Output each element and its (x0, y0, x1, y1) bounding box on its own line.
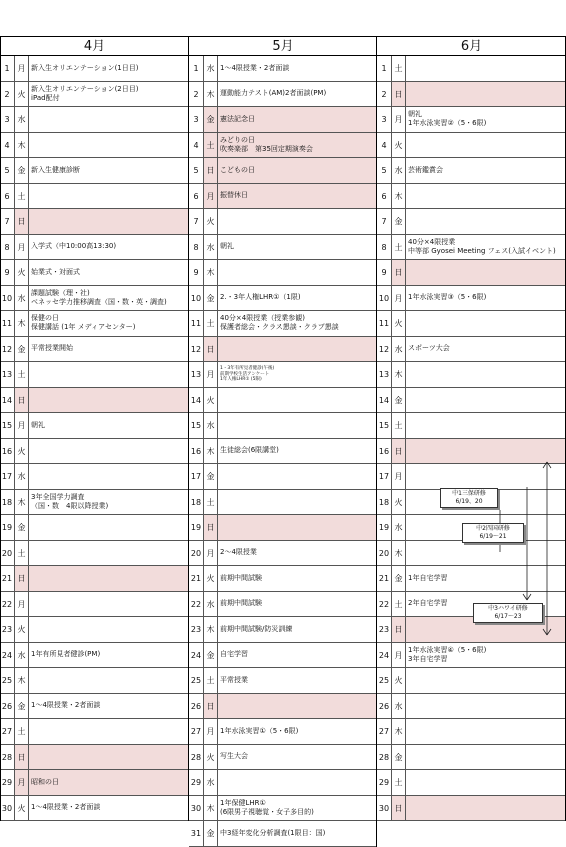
weekday: 日 (15, 209, 29, 234)
day-number: 20 (0, 541, 15, 566)
weekday: 火 (15, 82, 29, 107)
day-number: 25 (189, 668, 204, 693)
day-number: 10 (189, 286, 204, 311)
weekday: 水 (204, 413, 218, 438)
event-text: 1～4限授業・2者面談 (220, 63, 290, 72)
day-number: 29 (189, 770, 204, 795)
event-text: 平常授業 (220, 675, 248, 684)
weekday: 金 (204, 286, 218, 311)
event-text: こどもの日 (220, 165, 255, 174)
day-number: 3 (377, 107, 392, 132)
weekday: 木 (204, 439, 218, 464)
event-text: 前期中間試験 (220, 599, 262, 608)
arrow-head (547, 462, 551, 468)
weekday: 日 (392, 617, 406, 642)
day-number: 27 (189, 719, 204, 744)
day-number: 6 (377, 184, 392, 209)
event-text: 保護者総会・クラス懇談・クラブ懇談 (220, 323, 339, 332)
event-text: 写生大会 (220, 752, 248, 761)
day-number: 12 (189, 337, 204, 362)
weekday: 日 (392, 439, 406, 464)
day-number: 9 (189, 260, 204, 285)
day-number: 18 (377, 490, 392, 515)
event-text: 1年水泳実習④（5・6限) (408, 645, 487, 654)
day-number: 14 (377, 388, 392, 413)
trip-dates: 6/17～23 (494, 613, 522, 620)
weekday: 月 (392, 464, 406, 489)
event-text: 振替休日 (220, 191, 248, 200)
day-number: 3 (0, 107, 15, 132)
day-number: 23 (189, 617, 204, 642)
day-number: 31 (189, 821, 204, 846)
event-text: 入学式（中10:00高13:30) (31, 242, 117, 251)
weekday: 日 (15, 566, 29, 591)
day-number: 21 (377, 566, 392, 591)
event-text: 朝礼 (220, 242, 234, 251)
trip-dates: 6/19～21 (479, 533, 507, 540)
event-text: 1・3年有所見者健診(午後) (220, 366, 275, 371)
event-text: 新入生オリエンテーション(1日目) (31, 63, 139, 72)
day-number: 24 (189, 643, 204, 668)
day-number: 22 (0, 592, 15, 617)
weekday: 火 (392, 133, 406, 158)
day-number: 30 (0, 796, 15, 821)
arrow-head (543, 629, 547, 635)
day-number: 27 (0, 719, 15, 744)
event-text: 前期学校生活アンケート (220, 371, 270, 377)
trip-name: 中3ハワイ研修 (488, 605, 528, 612)
weekday: 月 (204, 362, 218, 387)
day-number: 29 (0, 770, 15, 795)
day-number: 12 (0, 337, 15, 362)
weekday: 金 (392, 209, 406, 234)
event-text: 1年有所見者健診(PM) (31, 650, 101, 659)
event-text: ベネッセ学力推移調査（国・数・英・調査) (31, 297, 167, 306)
event-text: 2年自宅学習 (408, 599, 448, 608)
day-number: 22 (377, 592, 392, 617)
weekday: 木 (15, 668, 29, 693)
day-number: 7 (0, 209, 15, 234)
weekday: 月 (392, 286, 406, 311)
weekday: 木 (392, 541, 406, 566)
weekday: 木 (15, 311, 29, 336)
weekday: 水 (204, 235, 218, 260)
weekday: 土 (15, 362, 29, 387)
month-header: 6月 (377, 36, 566, 56)
weekday: 土 (15, 719, 29, 744)
day-number: 20 (189, 541, 204, 566)
day-number: 15 (0, 413, 15, 438)
day-number: 25 (0, 668, 15, 693)
weekday: 日 (204, 337, 218, 362)
event-text: 1～4限授業・2者面談 (31, 701, 101, 710)
weekday: 金 (204, 107, 218, 132)
weekday: 土 (392, 56, 406, 81)
weekday: 金 (15, 515, 29, 540)
weekday: 火 (15, 617, 29, 642)
weekday: 金 (204, 821, 218, 846)
event-text: 朝礼 (31, 420, 45, 429)
day-number: 13 (377, 362, 392, 387)
weekday: 水 (204, 56, 218, 81)
weekday: 水 (204, 592, 218, 617)
weekday: 土 (15, 541, 29, 566)
event-text: 平常授業開始 (31, 344, 73, 353)
day-number: 15 (189, 413, 204, 438)
event-text: 前期中間試験/防災訓練 (220, 624, 293, 633)
weekday: 土 (204, 490, 218, 515)
weekday: 木 (204, 82, 218, 107)
day-number: 7 (189, 209, 204, 234)
event-text: 2.・3年人権LHR①（1限) (220, 293, 301, 302)
weekday: 日 (392, 260, 406, 285)
weekday: 木 (392, 184, 406, 209)
event-text: 憲法記念日 (220, 114, 255, 123)
day-number: 25 (377, 668, 392, 693)
trip-label (462, 523, 524, 543)
day-number: 2 (189, 82, 204, 107)
weekday: 水 (204, 770, 218, 795)
day-number: 23 (0, 617, 15, 642)
day-number: 8 (0, 235, 15, 260)
weekday: 木 (15, 490, 29, 515)
weekday: 木 (204, 260, 218, 285)
weekday: 木 (204, 617, 218, 642)
day-number: 24 (377, 643, 392, 668)
weekday: 月 (15, 413, 29, 438)
day-number: 2 (0, 82, 15, 107)
day-number: 20 (377, 541, 392, 566)
day-number: 2 (377, 82, 392, 107)
day-number: 21 (0, 566, 15, 591)
day-number: 18 (189, 490, 204, 515)
weekday: 日 (204, 158, 218, 183)
event-text: 3年全国学力調査 (31, 492, 85, 501)
weekday: 火 (392, 311, 406, 336)
day-number: 27 (377, 719, 392, 744)
arrow-head (543, 462, 547, 468)
day-number: 26 (0, 694, 15, 719)
event-text: 課題試験（理・社) (31, 288, 90, 297)
weekday: 水 (15, 464, 29, 489)
weekday: 火 (392, 490, 406, 515)
weekday: 金 (204, 464, 218, 489)
weekday: 火 (204, 566, 218, 591)
day-number: 30 (189, 796, 204, 821)
event-text: 朝礼 (408, 110, 422, 119)
weekday: 金 (392, 388, 406, 413)
weekday: 金 (392, 566, 406, 591)
day-number: 7 (377, 209, 392, 234)
weekday: 火 (392, 668, 406, 693)
day-number: 5 (189, 158, 204, 183)
event-text: 始業式・対面式 (31, 267, 80, 276)
day-number: 23 (377, 617, 392, 642)
event-text: 吹奏楽部 第35回定期演奏会 (220, 144, 313, 153)
day-number: 1 (0, 56, 15, 81)
day-number: 29 (377, 770, 392, 795)
event-text: 1年自宅学習 (408, 573, 448, 582)
day-number: 8 (377, 235, 392, 260)
weekday: 土 (392, 770, 406, 795)
weekday: 月 (15, 235, 29, 260)
weekday: 月 (204, 184, 218, 209)
day-number: 28 (377, 745, 392, 770)
weekday: 金 (15, 158, 29, 183)
event-text: 40分×4限授業 (408, 237, 456, 246)
weekday: 土 (204, 311, 218, 336)
day-number: 10 (0, 286, 15, 311)
day-number: 10 (377, 286, 392, 311)
day-number: 5 (0, 158, 15, 183)
day-number: 9 (377, 260, 392, 285)
day-number: 16 (189, 439, 204, 464)
event-text: 新入生オリエンテーション(2日目) (31, 84, 139, 93)
weekday: 日 (15, 388, 29, 413)
weekday: 水 (392, 694, 406, 719)
day-number: 26 (377, 694, 392, 719)
event-text: 1年水泳実習②（5・6限) (408, 119, 487, 128)
weekday: 土 (204, 668, 218, 693)
day-number: 4 (0, 133, 15, 158)
weekday: 水 (15, 643, 29, 668)
trip-label (440, 488, 498, 508)
event-text: スポーツ大会 (408, 344, 450, 353)
weekday: 土 (204, 133, 218, 158)
day-number: 3 (189, 107, 204, 132)
day-number: 5 (377, 158, 392, 183)
event-text: 40分×4限授業（授業参観) (220, 314, 305, 323)
weekday: 月 (15, 770, 29, 795)
weekday: 水 (15, 286, 29, 311)
day-number: 19 (189, 515, 204, 540)
weekday: 日 (204, 515, 218, 540)
event-text: 新入生健康診断 (31, 165, 80, 174)
weekday: 水 (392, 515, 406, 540)
event-text: （国・数 4限以降授業) (31, 501, 109, 510)
weekday: 月 (15, 56, 29, 81)
trip-dates: 6/19、20 (455, 498, 483, 505)
trip-label (473, 603, 543, 623)
weekday: 土 (392, 235, 406, 260)
event-text: 昭和の日 (31, 777, 59, 786)
weekday: 木 (15, 133, 29, 158)
weekday: 土 (392, 413, 406, 438)
day-number: 21 (189, 566, 204, 591)
day-number: 11 (189, 311, 204, 336)
weekday: 金 (15, 337, 29, 362)
weekday: 木 (204, 796, 218, 821)
weekday: 水 (392, 337, 406, 362)
weekday: 金 (204, 643, 218, 668)
day-number: 16 (377, 439, 392, 464)
day-number: 18 (0, 490, 15, 515)
weekday: 火 (204, 209, 218, 234)
event-text: 3年自宅学習 (408, 654, 448, 663)
event-text: 1年保健LHR① (220, 798, 266, 807)
day-number: 19 (0, 515, 15, 540)
day-number: 17 (189, 464, 204, 489)
weekday: 火 (15, 439, 29, 464)
event-text: 運動能力テスト(AM)2者面談(PM) (220, 89, 327, 98)
event-text: (6限男子視聴覚・女子多目的) (220, 807, 314, 816)
event-text: 1年人権LHR① (5限) (220, 377, 262, 382)
day-number: 13 (189, 362, 204, 387)
event-text: 2～4限授業 (220, 548, 257, 557)
month-header: 4月 (0, 36, 189, 56)
event-text: 自宅学習 (220, 650, 248, 659)
day-number: 14 (0, 388, 15, 413)
weekday: 水 (15, 107, 29, 132)
weekday: 月 (204, 719, 218, 744)
day-number: 15 (377, 413, 392, 438)
day-number: 26 (189, 694, 204, 719)
event-text: 中等部 Gyosei Meeting フェス(入試イベント) (408, 246, 556, 255)
day-number: 6 (189, 184, 204, 209)
weekday: 土 (392, 592, 406, 617)
day-number: 4 (189, 133, 204, 158)
weekday: 月 (15, 592, 29, 617)
weekday: 木 (392, 719, 406, 744)
event-text: 1年水泳実習①（5・6限) (220, 726, 299, 735)
arrow-head (547, 629, 551, 635)
trip-name: 中1三保研修 (452, 490, 486, 497)
weekday: 月 (204, 541, 218, 566)
day-number: 30 (377, 796, 392, 821)
event-text: 1年水泳実習③（5・6限) (408, 293, 487, 302)
day-number: 9 (0, 260, 15, 285)
event-text: 保健講話 (1年 メディアセンター) (31, 323, 136, 332)
day-number: 6 (0, 184, 15, 209)
event-text: iPad配付 (31, 93, 60, 102)
event-text: 芸術鑑賞会 (408, 165, 443, 174)
month-header: 5月 (189, 36, 377, 56)
weekday: 土 (15, 184, 29, 209)
event-text: みどりの日 (220, 135, 255, 144)
weekday: 日 (392, 82, 406, 107)
day-number: 11 (0, 311, 15, 336)
day-number: 17 (0, 464, 15, 489)
day-number: 8 (189, 235, 204, 260)
day-number: 28 (0, 745, 15, 770)
day-number: 12 (377, 337, 392, 362)
weekday: 日 (15, 745, 29, 770)
day-number: 17 (377, 464, 392, 489)
day-number: 28 (189, 745, 204, 770)
weekday: 金 (392, 745, 406, 770)
day-number: 1 (377, 56, 392, 81)
day-number: 4 (377, 133, 392, 158)
event-text: 保健の日 (31, 314, 59, 323)
weekday: 日 (392, 796, 406, 821)
weekday: 火 (204, 388, 218, 413)
day-number: 24 (0, 643, 15, 668)
weekday: 日 (204, 694, 218, 719)
day-number: 1 (189, 56, 204, 81)
event-text: 中3経年変化分析調査(1限目：国) (220, 828, 326, 837)
weekday: 水 (392, 158, 406, 183)
event-text: 前期中間試験 (220, 573, 262, 582)
weekday: 火 (204, 745, 218, 770)
day-number: 11 (377, 311, 392, 336)
day-number: 13 (0, 362, 15, 387)
weekday: 月 (392, 107, 406, 132)
weekday: 金 (15, 694, 29, 719)
event-text: 生徒総会(6限講堂) (220, 446, 279, 455)
weekday: 火 (15, 796, 29, 821)
arrow-head (527, 594, 531, 600)
weekday: 火 (15, 260, 29, 285)
weekday: 木 (392, 362, 406, 387)
day-number: 14 (189, 388, 204, 413)
day-number: 16 (0, 439, 15, 464)
arrow-head (523, 594, 527, 600)
day-number: 22 (189, 592, 204, 617)
day-number: 19 (377, 515, 392, 540)
weekday: 月 (392, 643, 406, 668)
event-text: 1～4限授業・2者面談 (31, 803, 101, 812)
trip-name: 中2四国研修 (476, 525, 510, 532)
